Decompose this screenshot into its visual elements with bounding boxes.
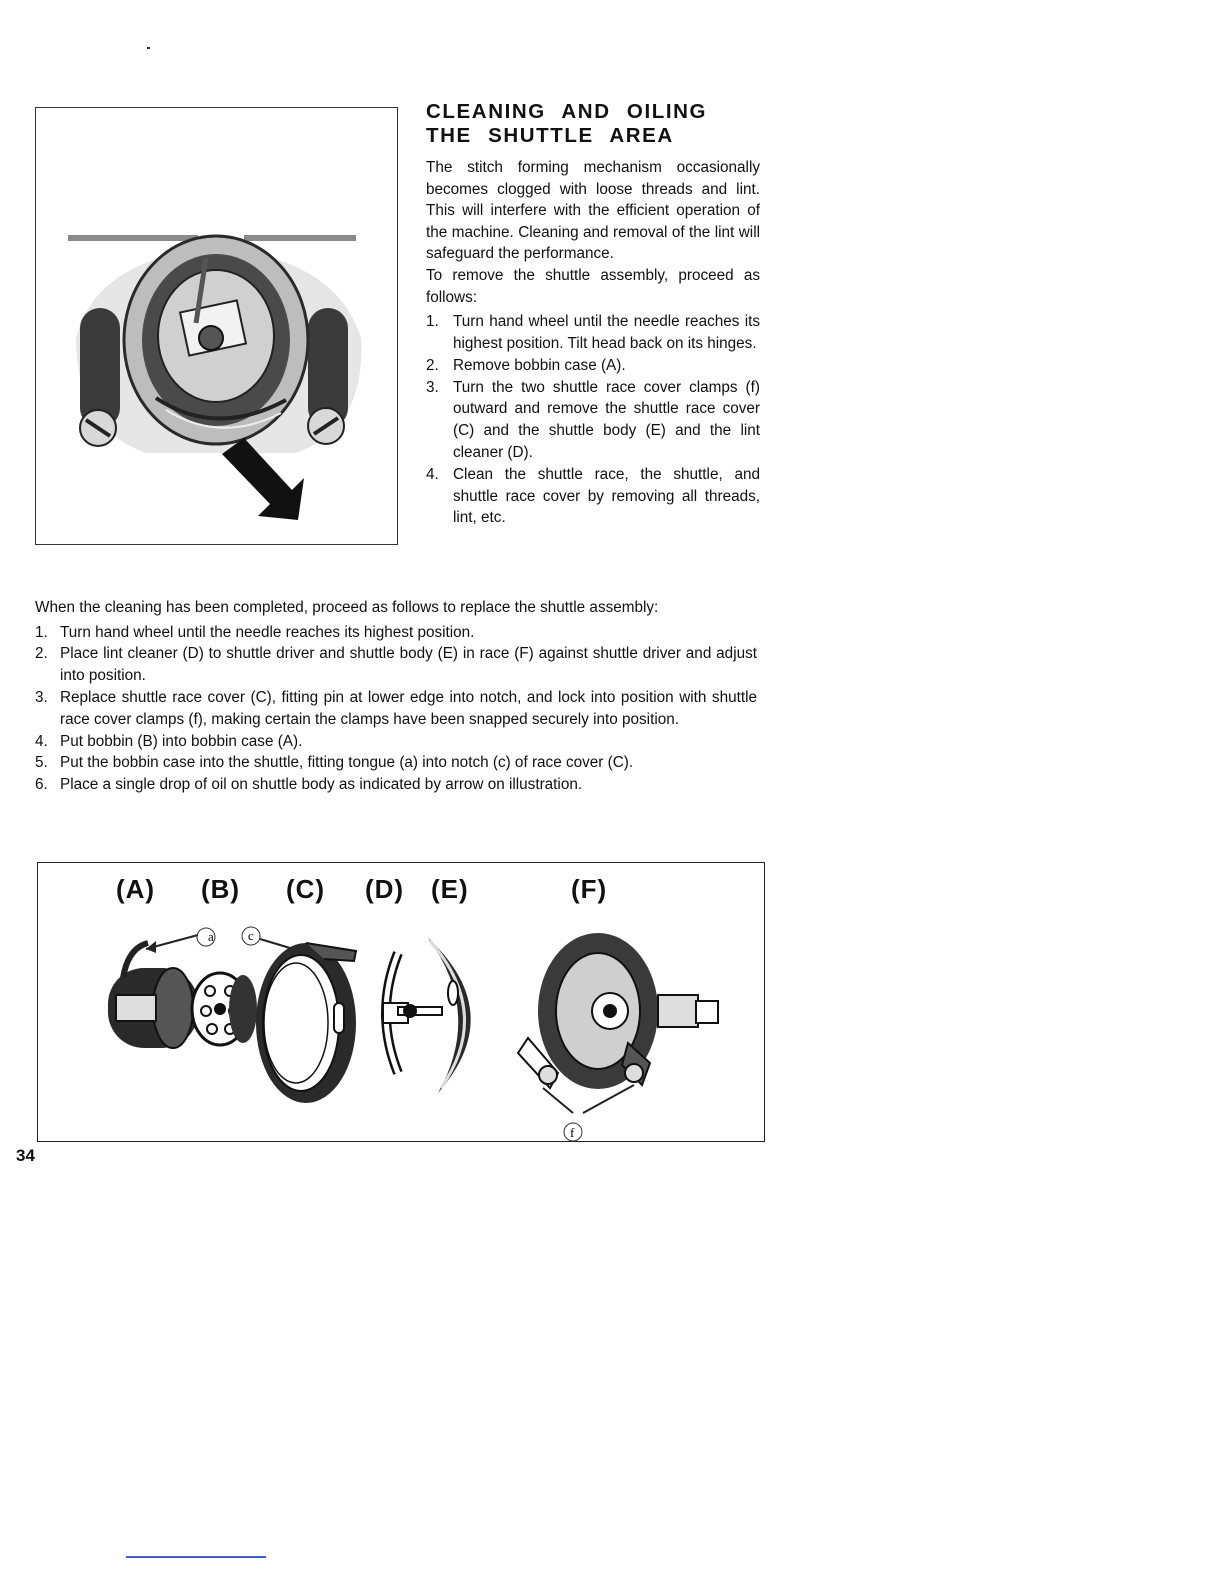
bobbin-part [192, 973, 257, 1045]
page-title: CLEANING AND OILING THE SHUTTLE AREA [426, 100, 708, 147]
remove-steps-list [426, 311, 760, 529]
plate-edge-left [68, 235, 198, 241]
bobbin-case-part [108, 935, 198, 1048]
list-item: 3. Replace shuttle race cover (C), fitting pin at lower edge into notch, and lock into position with shuttle race cover clamps (f), making certain the clamps have been snapped securely into position. [35, 688, 757, 728]
parts-illustration [38, 863, 766, 1143]
label-e: (E) [431, 874, 469, 904]
list-item: 4. Clean the shuttle race, the shuttle, and shuttle race cover by removing all threads, lint, etc. [426, 465, 760, 527]
plate-edge-right [244, 235, 356, 241]
replace-steps-list [35, 622, 757, 796]
page-number: 34 [16, 1146, 35, 1165]
label-f: (F) [571, 874, 608, 904]
list-item: 1. Turn hand wheel until the needle reaches its highest position. [35, 623, 475, 641]
label-c: (C) [286, 874, 326, 904]
race-part [518, 933, 718, 1113]
shuttle-photo-illustration [36, 108, 399, 546]
race-cover-part [256, 943, 356, 1103]
label-d: (D) [365, 874, 405, 904]
callout-c: c [248, 928, 254, 943]
label-b: (B) [201, 874, 241, 904]
intro-paragraph: The stitch forming mechanism occasionally becomes clogged with loose threads and lint. This will interfere with the efficient operation of the machine. Cleaning and removal of the lint will safeguard the performance. [426, 159, 760, 263]
stray-mark [147, 47, 150, 49]
shuttle-area-photo [35, 107, 398, 545]
replace-intro: When the cleaning has been completed, proceed as follows to replace the shuttle assembly: [35, 599, 659, 616]
label-a: (A) [116, 874, 156, 904]
list-item: 2. Remove bobbin case (A). [426, 356, 626, 374]
list-item: 5. Put the bobbin case into the shuttle, fitting tongue (a) into notch (c) of race cover (C). [35, 754, 634, 772]
callout-a: a [208, 929, 214, 944]
intro-paragraph-2: To remove the shuttle assembly, proceed as follows: [426, 266, 760, 306]
footer-rule [126, 1556, 266, 1558]
list-item: 6. Place a single drop of oil on shuttle body as indicated by arrow on illustration. [35, 776, 583, 794]
list-item: 4. Put bobbin (B) into bobbin case (A). [35, 732, 303, 750]
list-item: 1. Turn hand wheel until the needle reaches its highest position. Tilt head back on its hinges. [426, 313, 760, 352]
callout-f: f [570, 1125, 575, 1140]
list-item: 3. Turn the two shuttle race cover clamps (f) outward and remove the shuttle race cover (C) and the shuttle body (E) and the lint cleaner (D). [426, 378, 760, 461]
shuttle-body-part [398, 938, 471, 1093]
list-item: 2. Place lint cleaner (D) to shuttle driver and shuttle body (E) in race (F) against shuttle driver and adjust into position. [35, 645, 757, 685]
